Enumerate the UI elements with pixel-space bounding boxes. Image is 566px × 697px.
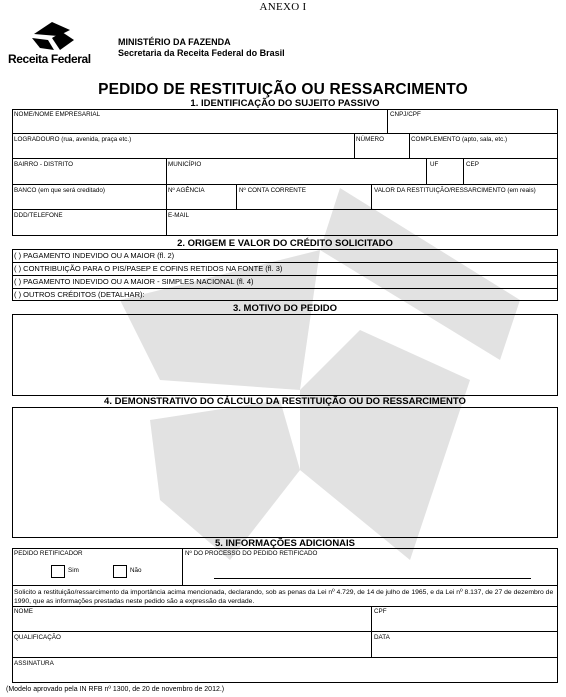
- processo-input[interactable]: [214, 578, 531, 579]
- section5-title: 5. INFORMAÇÕES ADICIONAIS: [214, 538, 356, 549]
- field-qualificacao[interactable]: QUALIFICAÇÃO: [14, 634, 61, 641]
- section4-title: 4. DEMONSTRATIVO DO CÁLCULO DA RESTITUIÇÃO OU DO RESSARCIMENTO: [104, 396, 466, 407]
- origin-option-pagamento[interactable]: ( ) PAGAMENTO INDEVIDO OU A MAIOR (fl. 2): [14, 251, 175, 260]
- field-valor[interactable]: VALOR DA RESTITUIÇÃO/RESSARCIMENTO (em reais): [374, 187, 536, 194]
- form-title: PEDIDO DE RESTITUIÇÃO OU RESSARCIMENTO: [98, 81, 468, 98]
- field-complemento[interactable]: COMPLEMENTO (apto, sala, etc.): [411, 136, 508, 143]
- ministry-name: MINISTÉRIO DA FAZENDA: [118, 37, 231, 47]
- section2-title: 2. ORIGEM E VALOR DO CRÉDITO SOLICITADO: [177, 238, 393, 249]
- field-logradouro[interactable]: LOGRADOURO (rua, avenida, praça etc.): [14, 136, 132, 143]
- field-conta[interactable]: Nº CONTA CORRENTE: [239, 187, 306, 194]
- logo-text: Receita Federal: [8, 52, 91, 66]
- footer-note: (Modelo aprovado pela IN RFB nº 1300, de 20 de novembro de 2012.): [6, 686, 225, 693]
- origin-option-simples[interactable]: ( ) PAGAMENTO INDEVIDO OU A MAIOR - SIMPLES NACIONAL (fl. 4): [14, 277, 254, 286]
- origin-option-pis-cofins[interactable]: ( ) CONTRIBUIÇÃO PARA O PIS/PASEP E COFINS RETIDOS NA FONTE (fl. 3): [14, 264, 283, 273]
- field-agencia[interactable]: Nº AGÊNCIA: [168, 187, 205, 194]
- secretariat-name: Secretaria da Receita Federal do Brasil: [118, 48, 285, 58]
- field-bairro[interactable]: BAIRRO - DISTRITO: [14, 161, 74, 168]
- field-assinatura[interactable]: ASSINATURA: [14, 660, 54, 667]
- field-email[interactable]: E-MAIL: [168, 212, 189, 219]
- processo-label: Nº DO PROCESSO DO PEDIDO RETIFICADO: [185, 550, 318, 557]
- field-banco[interactable]: BANCO (em que será creditado): [14, 187, 105, 194]
- ministry-block: [118, 37, 285, 59]
- section5-table: [12, 548, 558, 683]
- section3-title: 3. MOTIVO DO PEDIDO: [233, 303, 337, 314]
- field-data[interactable]: DATA: [374, 634, 390, 641]
- nao-label: Não: [130, 567, 142, 574]
- annex-label: ANEXO I: [259, 1, 307, 13]
- field-uf[interactable]: UF: [430, 161, 439, 168]
- origin-option-outros[interactable]: ( ) OUTROS CRÉDITOS (DETALHAR):: [14, 290, 145, 299]
- field-nome-signatario[interactable]: NOME: [14, 608, 33, 615]
- sim-label: Sim: [68, 567, 79, 574]
- sim-checkbox[interactable]: [51, 565, 65, 578]
- field-cnpj[interactable]: CNPJ/CPF: [390, 111, 421, 118]
- field-nome[interactable]: NOME/NOME EMPRESARIAL: [14, 111, 101, 118]
- section1-title: 1. IDENTIFICAÇÃO DO SUJEITO PASSIVO: [190, 98, 380, 109]
- field-municipio[interactable]: MUNICÍPIO: [168, 161, 202, 168]
- receita-federal-logo-icon: [30, 20, 78, 52]
- motivo-field[interactable]: [12, 314, 558, 396]
- demonstrativo-field[interactable]: [12, 407, 558, 538]
- nao-checkbox[interactable]: [113, 565, 127, 578]
- section1-table: [12, 109, 558, 236]
- field-ddd[interactable]: DDD/TELEFONE: [14, 212, 63, 219]
- declaration-text: Solicito a restituição/ressarcimento da importância acima mencionada, declarando, sob as penas da Lei nº 4.729, de 14 de julho de 1965, e da Lei nº 8.137, de 27 de dezembro de 1990, que as informações prestadas neste pedido são a expressão da verdade.: [14, 589, 554, 605]
- pedido-retificador-label: PEDIDO RETIFICADOR: [14, 550, 83, 557]
- field-cpf[interactable]: CPF: [374, 608, 387, 615]
- field-cep[interactable]: CEP: [466, 161, 479, 168]
- field-numero[interactable]: NÚMERO: [356, 136, 384, 143]
